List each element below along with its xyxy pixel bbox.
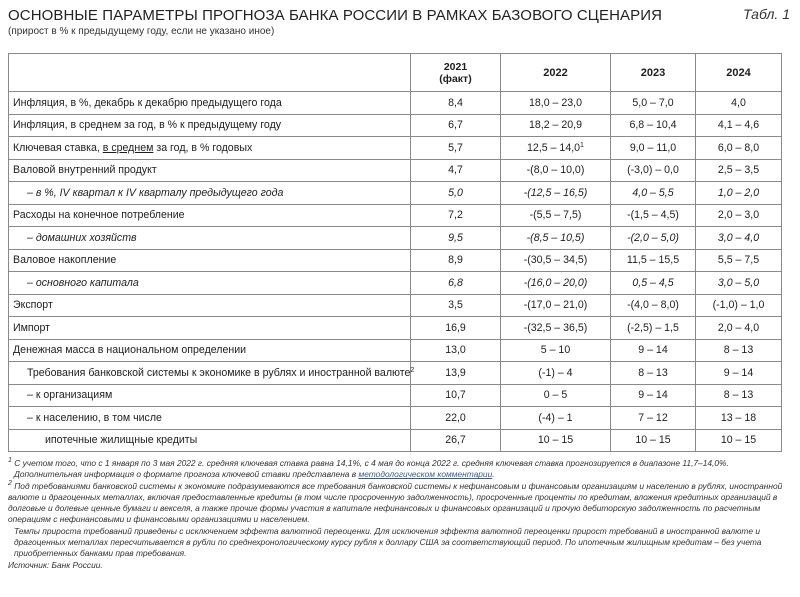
row-label: Инфляция, в среднем за год, в % к предыдущему году (9, 114, 411, 137)
cell-2021: 26,7 (411, 429, 501, 452)
cell-2023: 6,8 – 10,4 (611, 114, 696, 137)
row-label: Импорт (9, 317, 411, 340)
cell-2022: 0 – 5 (501, 384, 611, 407)
row-label: Валовое накопление (9, 249, 411, 272)
cell-2022: 5 – 10 (501, 339, 611, 362)
footnote-ref: 1 (580, 141, 584, 149)
cell-2023: (-3,0) – 0,0 (611, 159, 696, 182)
cell-2022: (-4) – 1 (501, 407, 611, 430)
cell-2024: 1,0 – 2,0 (696, 182, 782, 205)
col-header-2021-year: 2021 (443, 60, 468, 73)
cell-2023: 0,5 – 4,5 (611, 272, 696, 295)
cell-2022 (501, 137, 611, 160)
cell-2022: -(5,5 – 7,5) (501, 204, 611, 227)
table-row (9, 429, 782, 452)
cell-2023: 10 – 15 (611, 429, 696, 452)
cell-2023: 11,5 – 15,5 (611, 249, 696, 272)
footnote-1-end: . (492, 469, 495, 480)
cell-2024: 13 – 18 (696, 407, 782, 430)
cell-2024: 2,5 – 3,5 (696, 159, 782, 182)
row-label: Инфляция, в %, декабрь к декабрю предыдущего года (9, 92, 411, 115)
table-row (9, 227, 782, 250)
table-row (9, 92, 782, 115)
source-text: Источник: Банк России. (8, 559, 103, 570)
row-label-text: Требования банковской системы к экономике в рублях и иностранной валюте (27, 366, 411, 379)
cell-2022: 18,2 – 20,9 (501, 114, 611, 137)
cell-2022: -(32,5 – 36,5) (501, 317, 611, 340)
table-row (9, 204, 782, 227)
cell-2021: 8,4 (411, 92, 501, 115)
cell-2023: 4,0 – 5,5 (611, 182, 696, 205)
footnote-1-text2: Дополнительная информация о формате прогноза ключевой ставки представлена в (14, 469, 359, 480)
cell-2024: 4,1 – 4,6 (696, 114, 782, 137)
forecast-table (8, 53, 782, 452)
cell-2024: 2,0 – 4,0 (696, 317, 782, 340)
cell-2024: 8 – 13 (696, 339, 782, 362)
row-label: – основного капитала (9, 272, 411, 295)
col-header-2021 (411, 54, 501, 92)
cell-2021: 5,0 (411, 182, 501, 205)
cell-2022: -(12,5 – 16,5) (501, 182, 611, 205)
cell-2024: 10 – 15 (696, 429, 782, 452)
cell-2021: 22,0 (411, 407, 501, 430)
cell-2021: 3,5 (411, 294, 501, 317)
footnote-1-marker: 1 (8, 457, 12, 464)
cell-2024: 4,0 (696, 92, 782, 115)
cell-2021: 8,9 (411, 249, 501, 272)
cell-2021: 9,5 (411, 227, 501, 250)
row-label: – к организациям (9, 384, 411, 407)
source-note (8, 560, 792, 571)
cell-2023: -(2,0 – 5,0) (611, 227, 696, 250)
cell-2023: 8 – 13 (611, 362, 696, 385)
table-row (9, 114, 782, 137)
col-header-2022: 2022 (501, 54, 611, 92)
header-row (9, 54, 782, 92)
cell-2022: -(30,5 – 34,5) (501, 249, 611, 272)
table-row (9, 159, 782, 182)
footnote-2-text: Под требованиями банковской системы к экономике подразумеваются все требования банковской системы к нефинансовым и финансовым организациям и населению в рублях, иностранной валюте и драгоценных металлах, включая предоставленные кредиты (в том числе просроченную задолженность), просроченные проценты по кредитам, вложения кредитных организаций в долговые и долевые ценные бумаги и векселя, а также прочие формы участия в капитале нефинансовых и финансовых организаций и прочую дебиторскую задолженность по расчетным операциям с нефинансовыми и финансовыми организациями и населением. (8, 480, 783, 525)
table-title: ОСНОВНЫЕ ПАРАМЕТРЫ ПРОГНОЗА БАНКА РОССИИ В РАМКАХ БАЗОВОГО СЦЕНАРИЯ (8, 7, 663, 24)
cell-2022: (-1) – 4 (501, 362, 611, 385)
cell-2022: -(8,5 – 10,5) (501, 227, 611, 250)
cell-2022: -(17,0 – 21,0) (501, 294, 611, 317)
footnote-ref: 2 (410, 366, 415, 374)
table-row (9, 362, 782, 385)
cell-2023: 9,0 – 11,0 (611, 137, 696, 160)
cell-2023: 9 – 14 (611, 339, 696, 362)
table-row (9, 182, 782, 205)
row-label: – к населению, в том числе (9, 407, 411, 430)
cell-2021: 10,7 (411, 384, 501, 407)
col-header-2021-note: (факт) (439, 72, 472, 85)
row-label (9, 362, 415, 385)
footnote-3 (8, 526, 792, 560)
row-label-pre: Ключевая ставка, (13, 141, 103, 154)
footnotes (8, 458, 792, 571)
header-indicator-cell (9, 54, 411, 92)
row-label: ипотечные жилищные кредиты (9, 429, 411, 452)
table-row (9, 384, 782, 407)
cell-2024: (-1,0) – 1,0 (696, 294, 782, 317)
table-subtitle: (прирост в % к предыдущему году, если не указано иное) (8, 26, 275, 37)
row-label: – в %, IV квартал к IV кварталу предыдущего года (9, 182, 411, 205)
table-row (9, 272, 782, 295)
cell-2024: 3,0 – 4,0 (696, 227, 782, 250)
table-row (9, 294, 782, 317)
row-label-underlined: в среднем (102, 141, 154, 154)
footnote-1 (8, 458, 792, 469)
table-row (9, 407, 782, 430)
row-label: Валовой внутренний продукт (9, 159, 411, 182)
cell-2021: 6,8 (411, 272, 501, 295)
table-row (9, 317, 782, 340)
table-header (8, 7, 792, 38)
cell-2021: 5,7 (411, 137, 501, 160)
cell-2024: 6,0 – 8,0 (696, 137, 782, 160)
methodology-link[interactable]: методологическом комментарии (358, 469, 493, 480)
cell-2022: -(8,0 – 10,0) (501, 159, 611, 182)
row-label: Денежная масса в национальном определении (9, 339, 411, 362)
cell-2023: (-2,5) – 1,5 (611, 317, 696, 340)
row-label: Экспорт (9, 294, 411, 317)
footnote-2 (8, 481, 792, 526)
cell-2021: 13,0 (411, 339, 501, 362)
cell-2024: 5,5 – 7,5 (696, 249, 782, 272)
table-row (9, 249, 782, 272)
cell-2023: -(1,5 – 4,5) (611, 204, 696, 227)
footnote-1-text: С учетом того, что с 1 января по 3 мая 2022 г. средняя ключевая ставка равна 14,1%, с 4 мая до конца 2022 г. средняя ключевая ставка прогнозируется в диапазоне 11,7–14,0%. (14, 458, 729, 468)
cell-2021: 4,7 (411, 159, 501, 182)
cell-2021: 16,9 (411, 317, 501, 340)
footnote-2-marker: 2 (8, 479, 12, 487)
cell-2022: 10 – 15 (501, 429, 611, 452)
cell-2021: 6,7 (411, 114, 501, 137)
cell-2022: -(16,0 – 20,0) (501, 272, 611, 295)
row-label-post: за год, в % годовых (153, 141, 253, 154)
row-label: Расходы на конечное потребление (9, 204, 411, 227)
cell-2024: 2,0 – 3,0 (696, 204, 782, 227)
footnote-1-cont (8, 469, 792, 480)
cell-2024: 3,0 – 5,0 (696, 272, 782, 295)
row-label: – домашних хозяйств (9, 227, 411, 250)
row-label (9, 137, 411, 160)
col-header-2023: 2023 (611, 54, 696, 92)
table-row (9, 339, 782, 362)
cell-2024: 9 – 14 (696, 362, 782, 385)
cell-2023: -(4,0 – 8,0) (611, 294, 696, 317)
cell-2021: 13,9 (411, 362, 501, 385)
table-number: Табл. 1 (742, 6, 790, 22)
table-row (9, 137, 782, 160)
cell-2022: 18,0 – 23,0 (501, 92, 611, 115)
cell-2023: 7 – 12 (611, 407, 696, 430)
col-header-2024: 2024 (696, 54, 782, 92)
cell-2022-value: 12,5 – 14,0 (527, 141, 581, 154)
footnote-3-text: Темпы прироста требований приведены с исключением эффекта валютной переоценки. Для исключения эффекта валютной переоценки прирост требований в иностранной валюте и драгоценных металлах пересчитывается в рубли по среднехронологическому курсу рубля к доллару США за соответствующий период. По ипотечным жилищным кредитам – без учета приобретенных банками прав требования. (14, 525, 762, 559)
cell-2024: 8 – 13 (696, 384, 782, 407)
cell-2021: 7,2 (411, 204, 501, 227)
cell-2023: 9 – 14 (611, 384, 696, 407)
cell-2023: 5,0 – 7,0 (611, 92, 696, 115)
